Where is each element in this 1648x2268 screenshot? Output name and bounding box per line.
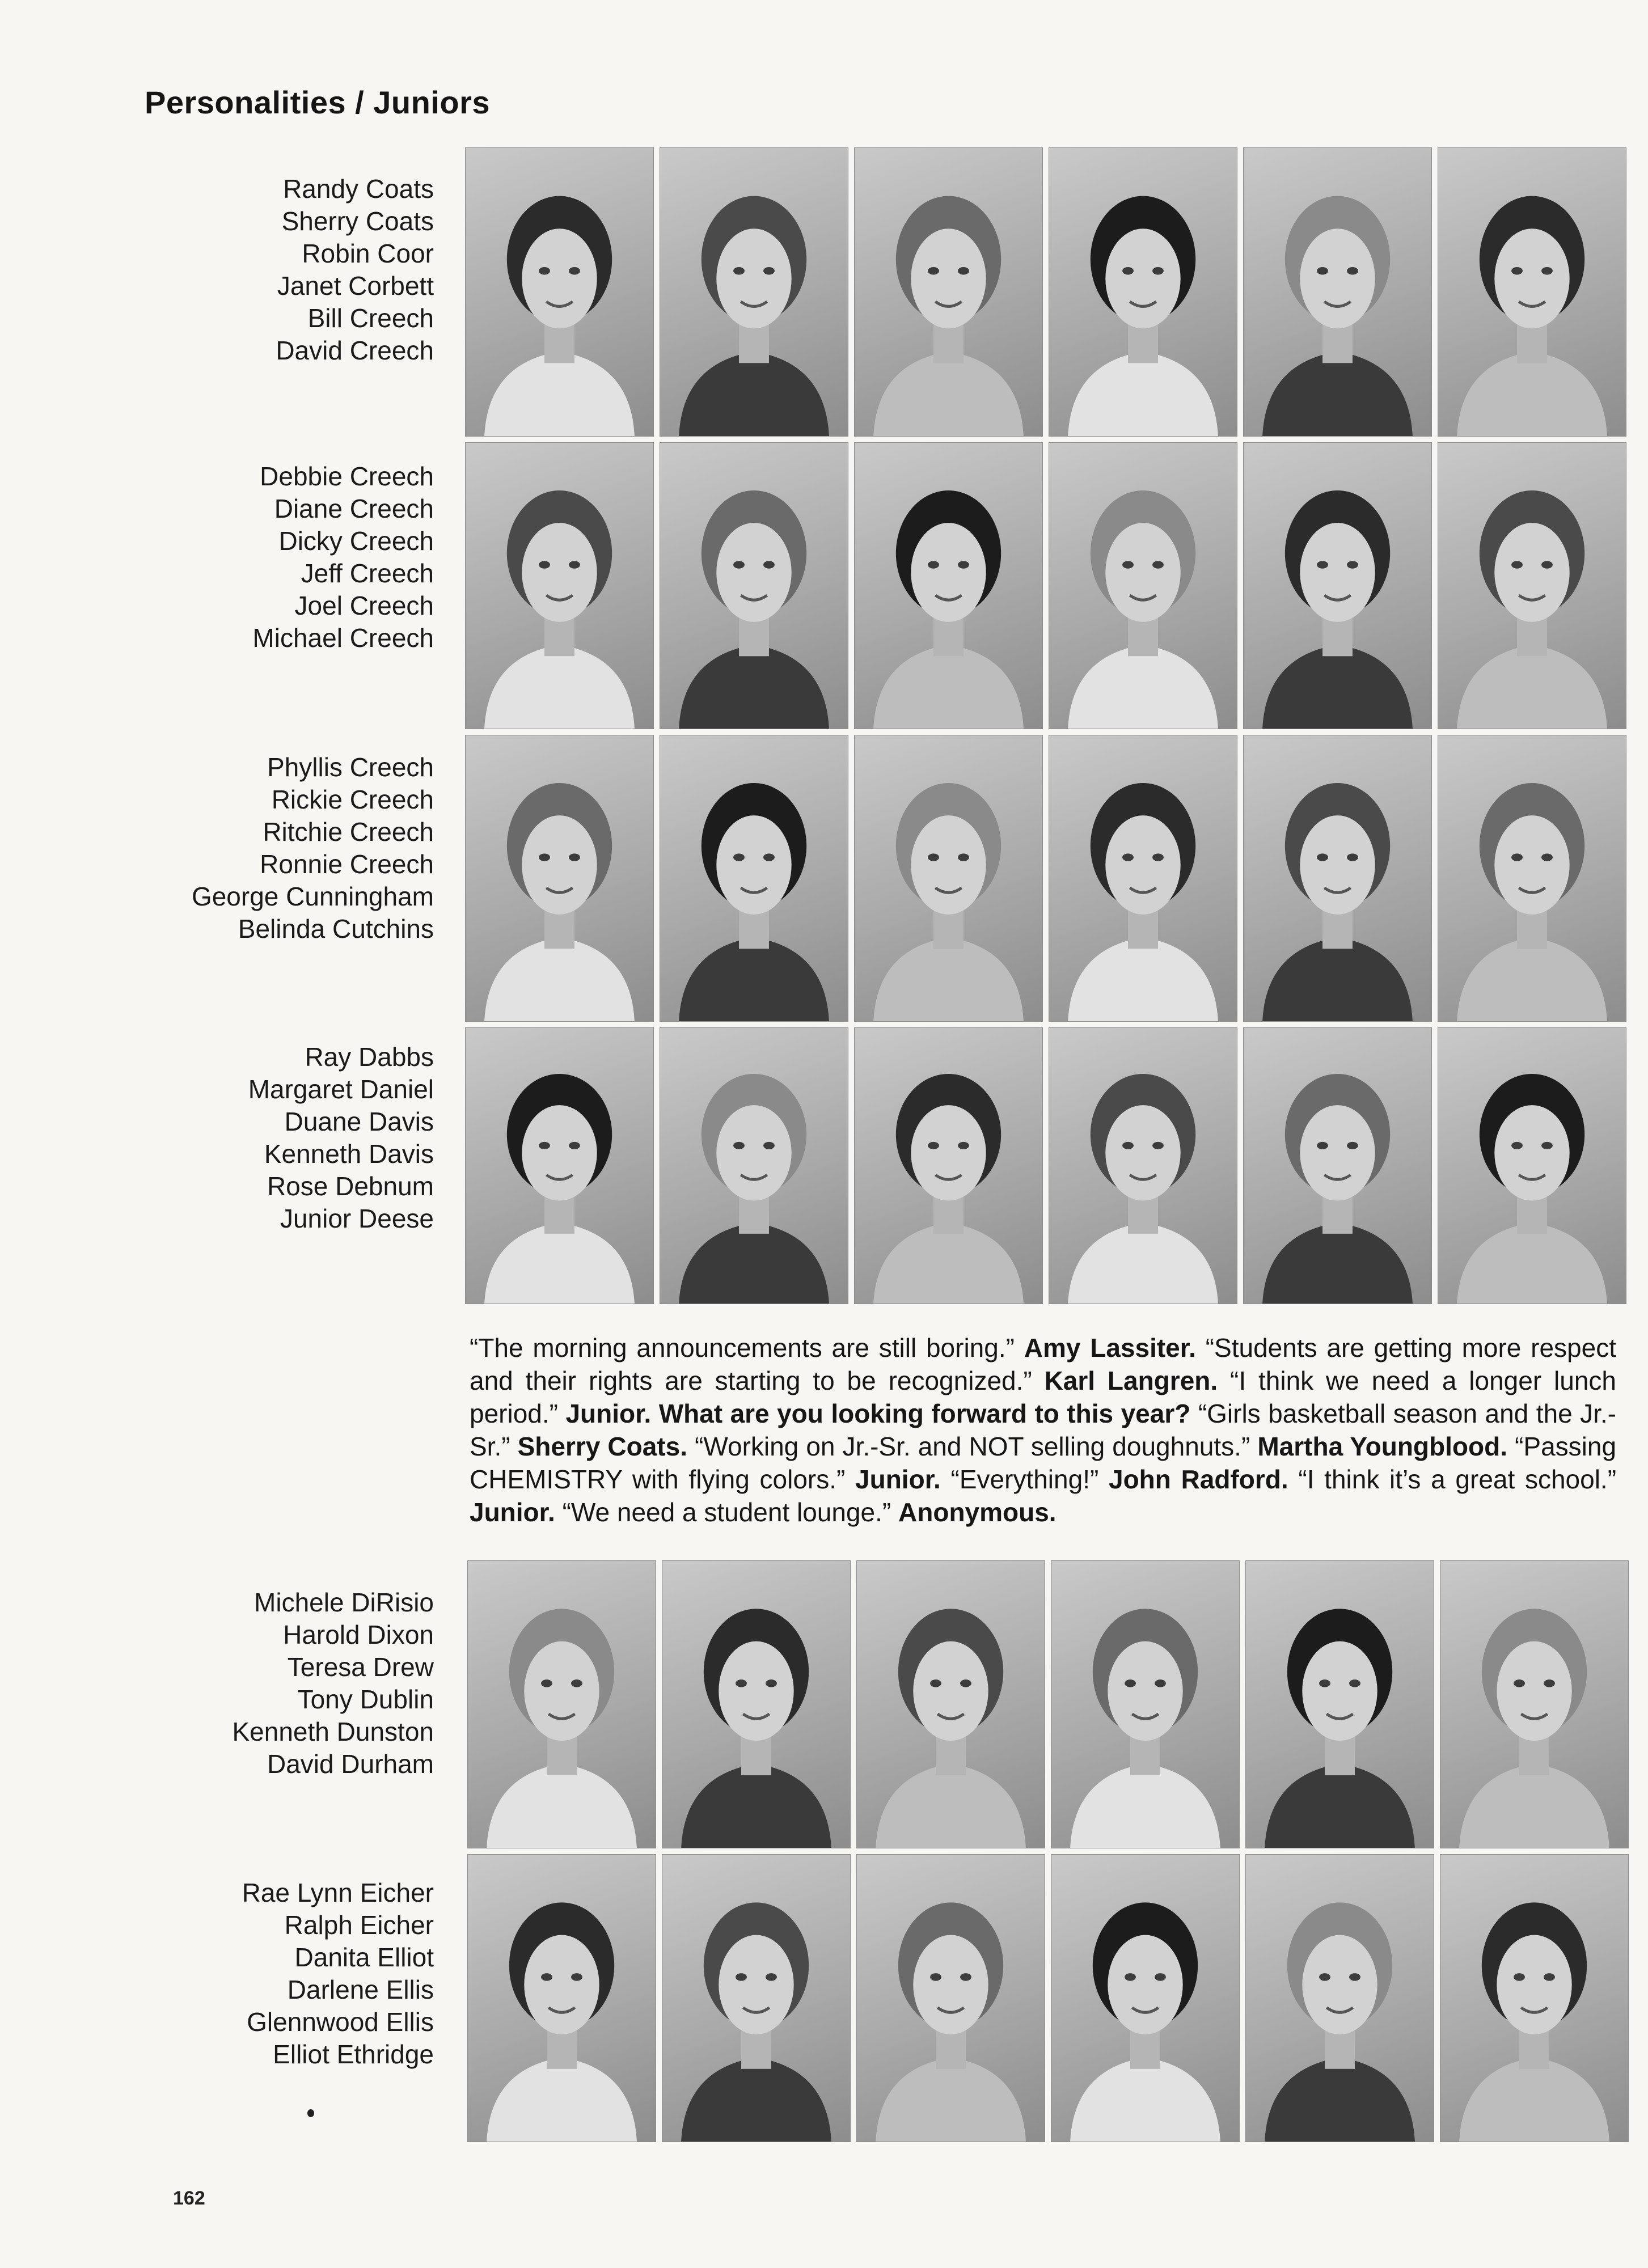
- quote-author: Karl Langren.: [1044, 1366, 1218, 1395]
- portrait-silhouette: [1049, 1028, 1237, 1304]
- student-portrait: [465, 1027, 654, 1304]
- student-portrait: [1440, 1854, 1629, 2142]
- student-name: Ronnie Creech: [260, 849, 434, 879]
- portrait-silhouette: [662, 1561, 850, 1848]
- student-portrait: [1049, 735, 1237, 1022]
- student-name: Duane Davis: [284, 1107, 434, 1136]
- student-name: Danita Elliot: [294, 1943, 434, 1972]
- student-name: Ritchie Creech: [263, 817, 434, 847]
- student-portrait: [1049, 147, 1237, 437]
- student-portrait: [1243, 442, 1432, 729]
- student-name: Kenneth Davis: [264, 1139, 434, 1169]
- quote-text: “We need a student lounge.”: [562, 1497, 891, 1527]
- student-portrait: [660, 735, 848, 1022]
- student-name: Glennwood Ellis: [247, 2007, 434, 2037]
- portrait-silhouette: [468, 1855, 656, 2142]
- name-list: [139, 751, 434, 945]
- student-portrait: [465, 442, 654, 729]
- student-name: Bill Creech: [307, 303, 434, 333]
- student-portrait: [465, 735, 654, 1022]
- quote-author: Sherry Coats.: [517, 1432, 688, 1461]
- student-name: Joel Creech: [294, 591, 434, 620]
- quote-text: “Girls basketball season and the Jr.-Sr.”: [470, 1399, 1617, 1461]
- student-name: Robin Coor: [302, 239, 434, 268]
- student-portrait: [854, 1027, 1043, 1304]
- portrait-silhouette: [468, 1561, 656, 1848]
- student-portrait: [660, 147, 848, 437]
- student-name: George Cunningham: [191, 882, 434, 911]
- student-name: Belinda Cutchins: [238, 914, 434, 943]
- portrait-row: [467, 1560, 1629, 1848]
- portrait-silhouette: [1049, 148, 1237, 436]
- student-portrait: [1243, 735, 1432, 1022]
- student-name: Michael Creech: [252, 623, 434, 653]
- portrait-silhouette: [1049, 443, 1237, 729]
- portrait-silhouette: [660, 735, 848, 1021]
- student-portrait: [467, 1560, 656, 1848]
- name-list: [139, 1586, 434, 1780]
- portrait-silhouette: [1244, 148, 1431, 436]
- student-name: Kenneth Dunston: [232, 1717, 434, 1746]
- portrait-silhouette: [855, 1028, 1042, 1304]
- student-name: Margaret Daniel: [248, 1074, 434, 1104]
- portrait-silhouette: [660, 148, 848, 436]
- quote-author: Anonymous.: [898, 1497, 1057, 1527]
- name-list: [139, 1041, 434, 1235]
- student-name: Dicky Creech: [278, 526, 434, 556]
- student-portrait: [854, 735, 1043, 1022]
- student-portrait: [854, 442, 1043, 729]
- student-name: David Creech: [276, 336, 434, 365]
- portrait-silhouette: [660, 1028, 848, 1304]
- quote-author: Junior.: [855, 1465, 941, 1494]
- student-portrait: [467, 1854, 656, 2142]
- student-name: David Durham: [267, 1749, 434, 1779]
- portrait-row: [465, 735, 1626, 1022]
- quote-text: “Working on Jr.-Sr. and NOT selling doughnuts.”: [695, 1432, 1250, 1461]
- quote-block: [470, 1331, 1616, 1529]
- portrait-silhouette: [1440, 1855, 1628, 2142]
- student-portrait: [1049, 442, 1237, 729]
- student-name: Rose Debnum: [267, 1171, 434, 1201]
- student-portrait: [660, 1027, 848, 1304]
- quote-author: Junior. What are you looking forward to this year?: [565, 1399, 1191, 1428]
- page-number: 162: [173, 2187, 205, 2209]
- student-portrait: [1245, 1854, 1434, 2142]
- student-name: Rae Lynn Eicher: [242, 1878, 434, 1907]
- student-portrait: [1438, 1027, 1626, 1304]
- portrait-silhouette: [1246, 1855, 1434, 2142]
- student-name: Michele DiRisio: [254, 1588, 434, 1617]
- print-speck: [307, 2109, 314, 2117]
- portrait-silhouette: [1244, 1028, 1431, 1304]
- portrait-row: [465, 442, 1626, 729]
- portrait-silhouette: [466, 148, 653, 436]
- student-portrait: [662, 1560, 851, 1848]
- quote-text: “Passing CHEMISTRY with flying colors.”: [470, 1432, 1617, 1494]
- student-name: Junior Deese: [280, 1204, 434, 1233]
- student-name: Randy Coats: [283, 174, 434, 204]
- student-portrait: [1243, 147, 1432, 437]
- student-portrait: [662, 1854, 851, 2142]
- quote-text: “I think we need a longer lunch period.”: [470, 1366, 1616, 1428]
- portrait-silhouette: [660, 443, 848, 729]
- portrait-silhouette: [1438, 1028, 1626, 1304]
- student-name: Tony Dublin: [297, 1685, 434, 1714]
- portrait-silhouette: [466, 1028, 653, 1304]
- student-portrait: [1245, 1560, 1434, 1848]
- student-portrait: [1440, 1560, 1629, 1848]
- student-portrait: [1438, 442, 1626, 729]
- portrait-silhouette: [1244, 443, 1431, 729]
- student-portrait: [856, 1560, 1045, 1848]
- portrait-silhouette: [1438, 148, 1626, 436]
- portrait-silhouette: [855, 443, 1042, 729]
- name-list: [139, 173, 434, 367]
- portrait-silhouette: [857, 1561, 1045, 1848]
- student-name: Teresa Drew: [287, 1652, 434, 1682]
- student-portrait: [465, 147, 654, 437]
- portrait-silhouette: [1438, 735, 1626, 1021]
- student-name: Ray Dabbs: [305, 1042, 434, 1072]
- quote-author: Junior.: [470, 1497, 555, 1527]
- page-title: Personalities / Juniors: [145, 84, 491, 120]
- name-list: [139, 1877, 434, 2071]
- student-name: Ralph Eicher: [284, 1910, 434, 1940]
- portrait-silhouette: [1244, 735, 1431, 1021]
- portrait-silhouette: [855, 735, 1042, 1021]
- student-name: Jeff Creech: [301, 558, 434, 588]
- quote-text: “Students are getting more respect and their rights are starting to be recognized.”: [470, 1333, 1617, 1395]
- portrait-silhouette: [1051, 1855, 1239, 2142]
- student-name: Elliot Ethridge: [273, 2039, 434, 2069]
- quote-text: “The morning announcements are still boring.”: [470, 1333, 1015, 1363]
- student-portrait: [1049, 1027, 1237, 1304]
- portrait-silhouette: [1246, 1561, 1434, 1848]
- student-name: Rickie Creech: [271, 785, 434, 814]
- portrait-row: [465, 147, 1626, 437]
- student-portrait: [1243, 1027, 1432, 1304]
- portrait-silhouette: [1440, 1561, 1628, 1848]
- student-portrait: [854, 147, 1043, 437]
- portrait-silhouette: [466, 443, 653, 729]
- student-name: Phyllis Creech: [267, 752, 434, 782]
- student-name: Harold Dixon: [283, 1620, 434, 1649]
- student-portrait: [1438, 735, 1626, 1022]
- portrait-silhouette: [466, 735, 653, 1021]
- quote-author: Amy Lassiter.: [1024, 1333, 1196, 1363]
- student-name: Debbie Creech: [260, 462, 434, 491]
- student-name: Darlene Ellis: [287, 1975, 434, 2004]
- quote-author: Martha Youngblood.: [1257, 1432, 1507, 1461]
- student-name: Diane Creech: [274, 494, 434, 523]
- portrait-row: [465, 1027, 1626, 1304]
- student-name: Sherry Coats: [281, 206, 434, 236]
- portrait-silhouette: [1438, 443, 1626, 729]
- quote-author: John Radford.: [1109, 1465, 1288, 1494]
- student-portrait: [1051, 1560, 1240, 1848]
- portrait-silhouette: [1049, 735, 1237, 1021]
- quote-text: “I think it’s a great school.”: [1298, 1465, 1617, 1494]
- portrait-silhouette: [662, 1855, 850, 2142]
- portrait-silhouette: [1051, 1561, 1239, 1848]
- student-portrait: [1438, 147, 1626, 437]
- student-portrait: [1051, 1854, 1240, 2142]
- student-name: Janet Corbett: [277, 271, 434, 301]
- student-portrait: [856, 1854, 1045, 2142]
- student-portrait: [660, 442, 848, 729]
- quote-text: “Everything!”: [950, 1465, 1099, 1494]
- portrait-silhouette: [857, 1855, 1045, 2142]
- portrait-row: [467, 1854, 1629, 2142]
- name-list: [139, 460, 434, 654]
- portrait-silhouette: [855, 148, 1042, 436]
